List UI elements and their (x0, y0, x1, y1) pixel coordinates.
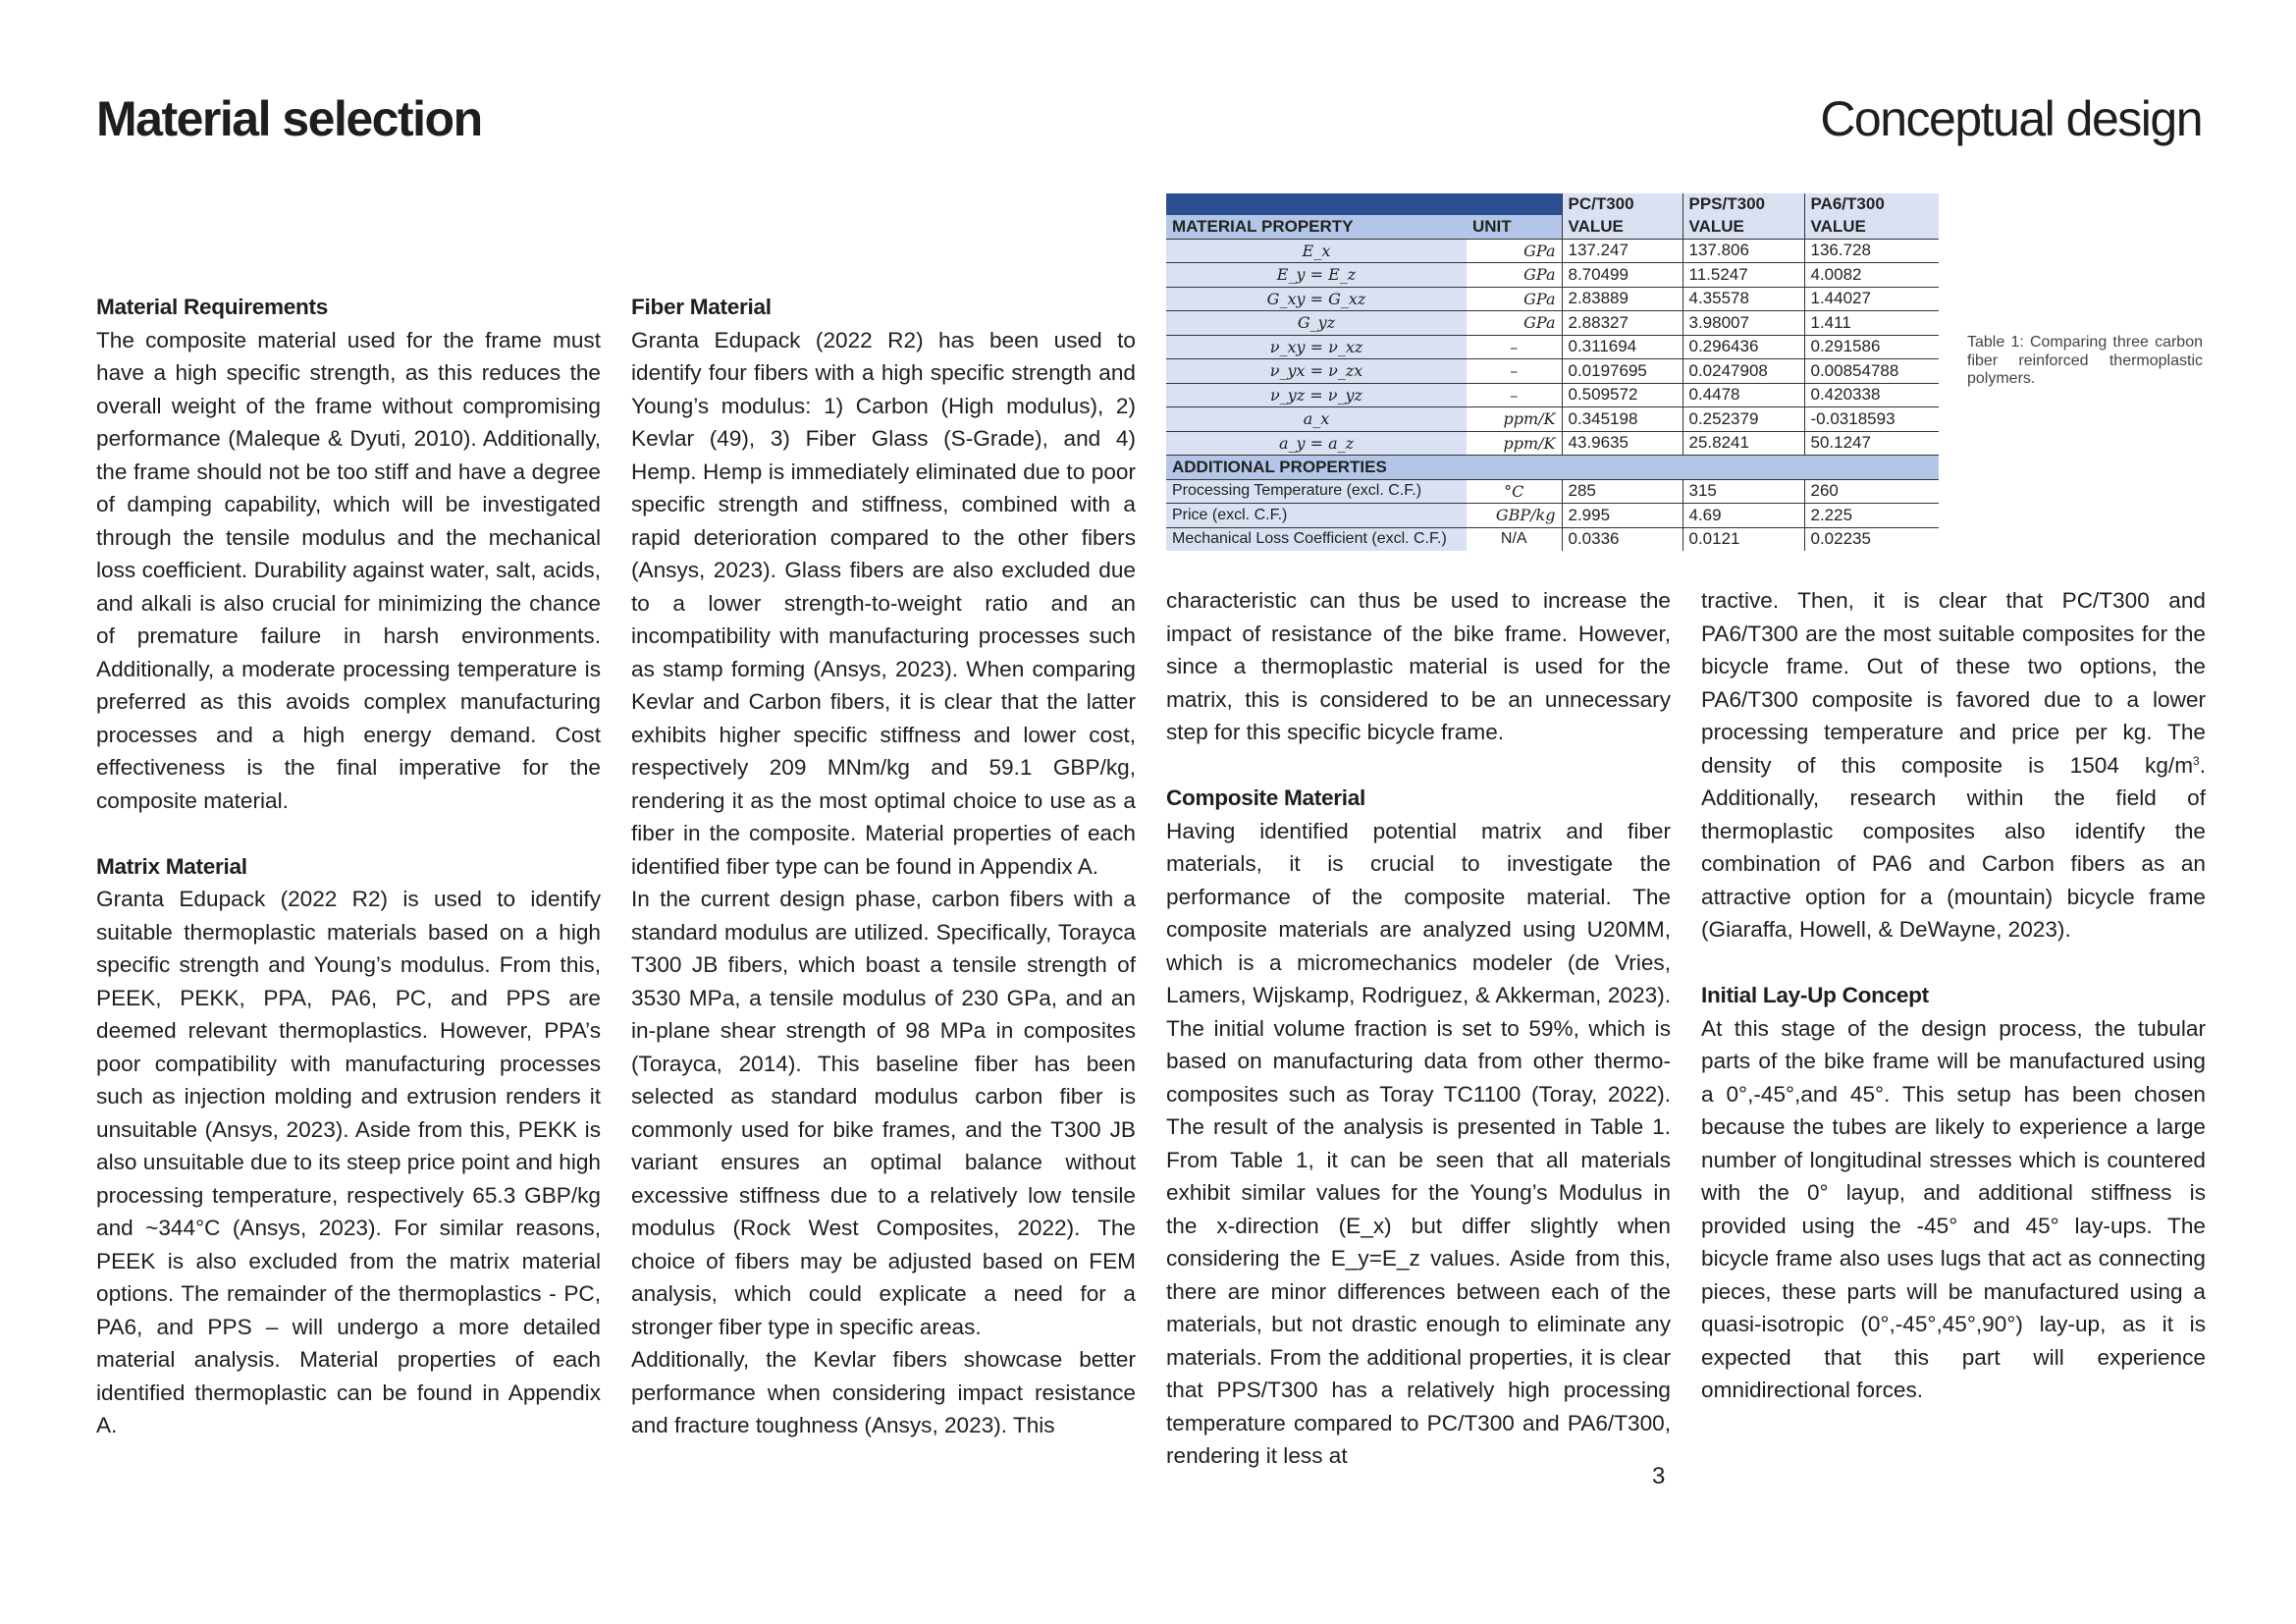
cell-value: 4.69 (1682, 504, 1804, 528)
cell-value: 0.0197695 (1562, 359, 1682, 384)
header-value: VALUE (1682, 215, 1804, 239)
heading-composite-material: Composite Material (1166, 785, 1366, 810)
section-title: Conceptual design (1820, 91, 2202, 146)
text-span: . Additionally, research within the field of thermoplastic composites also identify the combination of PA6 and Carbon fibers as an attractive option for a (mountain) bicycle frame (Giaraffa, Howell, & DeWayne, 2023). (1701, 752, 2206, 942)
cell-value: 0.296436 (1682, 335, 1804, 359)
cell-value: 0.420338 (1804, 383, 1939, 407)
cell-value: 2.225 (1804, 504, 1939, 528)
cell-value: 43.9635 (1562, 431, 1682, 456)
table-column-header-row (1166, 215, 1939, 239)
header-value: VALUE (1562, 215, 1682, 239)
page-title: Material selection (96, 91, 482, 146)
cell-value: -0.0318593 (1804, 407, 1939, 432)
table-row (1166, 479, 1939, 504)
additional-properties-heading: ADDITIONAL PROPERTIES (1166, 456, 1939, 480)
table-row (1166, 287, 1939, 311)
header-unit: UNIT (1467, 215, 1562, 239)
cell-value: 0.0336 (1562, 527, 1682, 551)
table-caption: Table 1: Comparing three carbon fiber reinforced thermoplastic polymers. (1967, 334, 2203, 387)
table-row (1166, 359, 1939, 384)
cell-value: 50.1247 (1804, 431, 1939, 456)
table-row (1166, 239, 1939, 263)
paragraph-composite-material: Having identified potential matrix and fiber materials, it is crucial to investigate the performance of the composite material. The composite materials are analyzed using U20MM, which is a micromechanics modeler (de Vries, Lamers, Wijskamp, Rodriguez, & Akkerman, 2023). The initial volume fraction is set to 59%, which is based on manufacturing data from other thermo-composites such as Toray TC1100 (Toray, 2022). The result of the analysis is presented in Table 1. From Table 1, it can be seen that all materials exhibit similar values for the Young’s Modulus in the x-direction (E_x) but differ slightly when considering the E_y=E_z values. Aside from this, there are minor differences between each of the materials, but not drastic enough to eliminate any materials. From the additional properties, it is clear that PPS/T300 has a relatively high processing temperature compared to PC/T300 and PA6/T300, rendering it less at (1166, 818, 1671, 1468)
paragraph-initial-layup: At this stage of the design process, the tubular parts of the bike frame will be manufactured using a 0°,-45°,and 45°. This setup has been chosen because the tubes are likely to experience a large number of longitudinal stresses which is countered with the 0° layup, and additional stiffness is provided using the -45° and 45° lay-ups. The bicycle frame also uses lugs that act as connecting pieces, these parts will be manufactured using a quasi-isotropic (0°,-45°,45°,90°) lay-up, as it is expected that this part will experience omnidirectional forces. (1701, 1015, 2206, 1402)
property-name: Processing Temperature (excl. C.F.) (1166, 479, 1467, 504)
table-row (1166, 263, 1939, 288)
text-span: tractive. Then, it is clear that PC/T300 and PA6/T300 are the most suitable composites for the bicycle frame. Out of these two options, the PA6/T300 composite is favored due to a lower processing temperature and price per kg. The density of this composite is 1504 kg/m (1701, 588, 2206, 778)
cell-value: 0.252379 (1682, 407, 1804, 432)
cell-value: 0.345198 (1562, 407, 1682, 432)
property-unit: GPa (1467, 263, 1562, 288)
cell-value: 3.98007 (1682, 311, 1804, 336)
heading-matrix-material: Matrix Material (96, 853, 247, 879)
property-name: G_yz (1166, 311, 1467, 336)
property-name: Price (excl. C.F.) (1166, 504, 1467, 528)
property-name: E_y = E_z (1166, 263, 1467, 288)
cell-value: 4.35578 (1682, 287, 1804, 311)
material-name-pc: PC/T300 (1562, 193, 1682, 215)
cell-value: 260 (1804, 479, 1939, 504)
paragraph-matrix-material: Granta Edupack (2022 R2) is used to identify suitable thermoplastic materials based on a high specific strength and Young’s modulus. From this, PEEK, PEKK, PPA, PA6, PC, and PPS are deemed relevant thermoplastics. However, PPA’s poor compatibility with manufacturing processes such as injection molding and extrusion renders it unsuitable (Ansys, 2023). Aside from this, PEKK is also unsuitable due to its steep price point and high processing temperature, respectively 65.3 GBP/kg and ~344°C (Ansys, 2023). For similar reasons, PEEK is also excluded from the matrix material options. The remainder of the thermoplastics - PC, PA6, and PPS – will undergo a more detailed material analysis. Material properties of each identified thermoplastic can be found in Appendix A. (96, 887, 601, 1437)
table-row (1166, 504, 1939, 528)
header-value: VALUE (1804, 215, 1939, 239)
paragraph-composite-continuation (1701, 584, 2206, 947)
material-name-pa6: PA6/T300 (1804, 193, 1939, 215)
superscript: 3 (2193, 753, 2200, 768)
cell-value: 1.44027 (1804, 287, 1939, 311)
property-unit: GPa (1467, 239, 1562, 263)
text-column-4 (1701, 584, 2206, 1407)
cell-value: 285 (1562, 479, 1682, 504)
heading-initial-layup: Initial Lay-Up Concept (1701, 983, 1929, 1007)
cell-value: 315 (1682, 479, 1804, 504)
cell-value: 2.88327 (1562, 311, 1682, 336)
table-row (1166, 335, 1939, 359)
material-properties-table (1166, 193, 1939, 551)
table-section-header (1166, 456, 1939, 480)
cell-value: 0.311694 (1562, 335, 1682, 359)
cell-value: 0.0121 (1682, 527, 1804, 551)
cell-value: 2.83889 (1562, 287, 1682, 311)
property-unit: ppm/K (1467, 431, 1562, 456)
property-unit: GBP/kg (1467, 504, 1562, 528)
table-row (1166, 527, 1939, 551)
cell-value: 25.8241 (1682, 431, 1804, 456)
property-name: E_x (1166, 239, 1467, 263)
table-material-header-row (1166, 193, 1939, 215)
cell-value: 0.0247908 (1682, 359, 1804, 384)
property-unit: N/A (1467, 527, 1562, 551)
property-name: ν_yx = ν_zx (1166, 359, 1467, 384)
table-row (1166, 407, 1939, 432)
table-row (1166, 383, 1939, 407)
page-number: 3 (1652, 1463, 1666, 1489)
property-name: a_x (1166, 407, 1467, 432)
table-row (1166, 311, 1939, 336)
text-column-2 (631, 291, 1136, 1442)
cell-value: 1.411 (1804, 311, 1939, 336)
text-column-1 (96, 291, 601, 1442)
cell-value: 2.995 (1562, 504, 1682, 528)
cell-value: 136.728 (1804, 239, 1939, 263)
cell-value: 11.5247 (1682, 263, 1804, 288)
property-unit: GPa (1467, 287, 1562, 311)
material-name-pps: PPS/T300 (1682, 193, 1804, 215)
property-unit: – (1467, 359, 1562, 384)
paragraph-material-requirements: The composite material used for the frame must have a high specific strength, as this reduces the overall weight of the frame without compromising performance (Maleque & Dyuti, 2010). Additionally, the frame should not be too stiff and have a degree of damping capability, which will be investigated through the tensile modulus and the mechanical loss coefficient. Durability against water, salt, acids, and alkali is also crucial for minimizing the chance of premature failure in harsh environments. Additionally, a moderate processing temperature is preferred as this avoids complex manufacturing processes and a high energy demand. Cost effectiveness is the final imperative for the composite material. (96, 327, 601, 813)
cell-value: 0.4478 (1682, 383, 1804, 407)
cell-value: 8.70499 (1562, 263, 1682, 288)
property-unit: ppm/K (1467, 407, 1562, 432)
property-unit: – (1467, 383, 1562, 407)
property-name: ν_yz = ν_yz (1166, 383, 1467, 407)
cell-value: 137.806 (1682, 239, 1804, 263)
text-column-3 (1166, 584, 1671, 1473)
property-unit: GPa (1467, 311, 1562, 336)
cell-value: 4.0082 (1804, 263, 1939, 288)
property-unit: °C (1467, 479, 1562, 504)
cell-value: 0.291586 (1804, 335, 1939, 359)
heading-fiber-material: Fiber Material (631, 295, 772, 319)
property-unit: – (1467, 335, 1562, 359)
paragraph-fiber-material-1: Granta Edupack (2022 R2) has been used to identify four fibers with a high specific strength and Young’s modulus: 1) Carbon (High modulus), 2) Kevlar (49), 3) Fiber Glass (S-Grade), and 4) Hemp. Hemp is immediately eliminated due to poor specific strength and stiffness, combined with a rapid deterioration compared to the other fibers (Ansys, 2023). Glass fibers are also excluded due to a lower strength-to-weight ratio and an incompatibility with manufacturing processes such as stamp forming (Ansys, 2023). When comparing Kevlar and Carbon fibers, it is clear that the latter exhibits higher specific stiffness and lower cost, respectively 209 MNm/kg and 59.1 GBP/kg, rendering it as the most optimal choice to use as a fiber in the composite. Material properties of each identified fiber type can be found in Appendix A. (631, 327, 1136, 879)
paragraph-fiber-continuation: characteristic can thus be used to increase the impact of resistance of the bike frame. However, since a thermoplastic material is used for the matrix, this is considered to be an unnecessary step for this specific bicycle frame. (1166, 588, 1671, 744)
table-row (1166, 431, 1939, 456)
heading-material-requirements: Material Requirements (96, 295, 329, 319)
paragraph-fiber-material-3: Additionally, the Kevlar fibers showcase better performance when considering impact resistance and fracture toughness (Ansys, 2023). This (631, 1347, 1136, 1437)
property-name: Mechanical Loss Coefficient (excl. C.F.) (1166, 527, 1467, 551)
cell-value: 0.02235 (1804, 527, 1939, 551)
header-property: MATERIAL PROPERTY (1166, 215, 1467, 239)
paragraph-fiber-material-2: In the current design phase, carbon fibers with a standard modulus are utilized. Specifically, Torayca T300 JB fibers, which boast a tensile strength of 3530 MPa, a tensile modulus of 230 GPa, and an in-plane shear strength of 98 MPa in composites (Torayca, 2014). This baseline fiber has been selected as standard modulus carbon fiber is commonly used for bike frames, and the T300 JB variant ensures an optimal balance without excessive stiffness due to a relatively low tensile modulus (Rock West Composites, 2022). The choice of fibers may be adjusted based on FEM analysis, which could explicate a need for a stronger fiber type in specific areas. (631, 887, 1136, 1339)
property-name: ν_xy = ν_xz (1166, 335, 1467, 359)
property-name: a_y = a_z (1166, 431, 1467, 456)
cell-value: 0.509572 (1562, 383, 1682, 407)
cell-value: 0.00854788 (1804, 359, 1939, 384)
property-name: G_xy = G_xz (1166, 287, 1467, 311)
cell-value: 137.247 (1562, 239, 1682, 263)
